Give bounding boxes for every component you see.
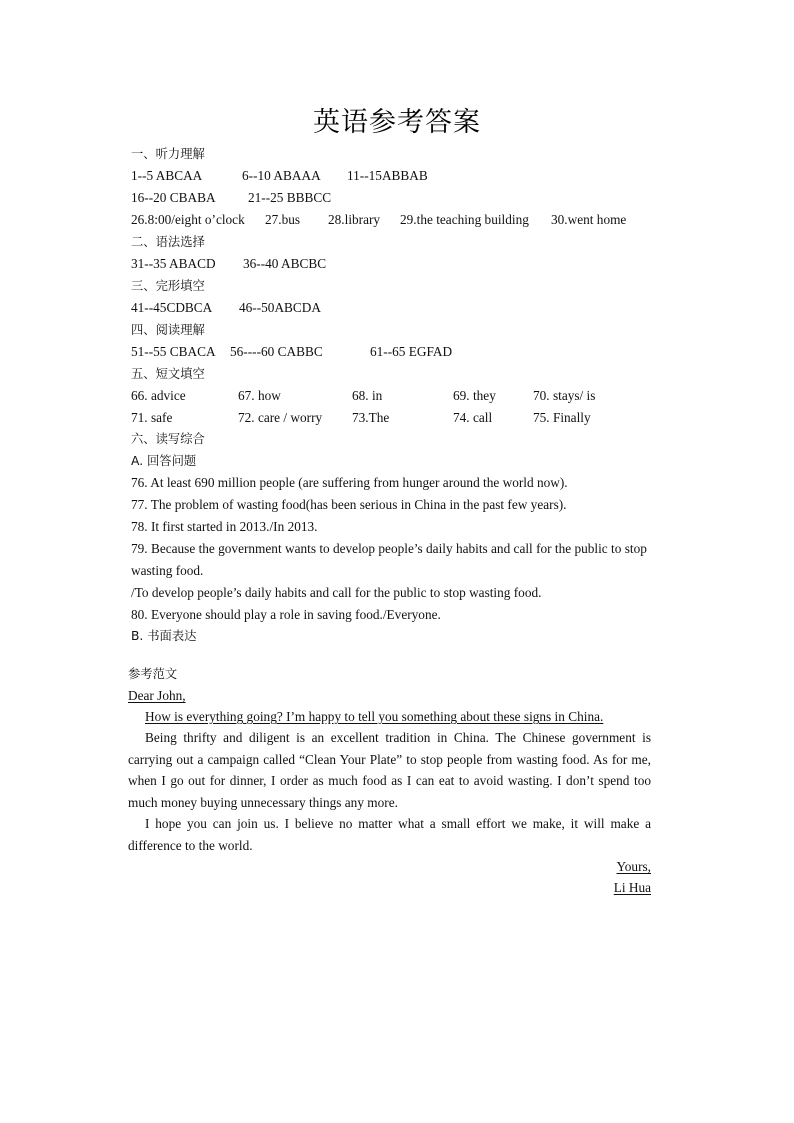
answer-item: 69. they: [453, 388, 496, 403]
section-heading-reading-writing: 六、读写综合: [131, 432, 205, 446]
answer-item: 74. call: [453, 410, 493, 425]
letter-paragraph-1: Being thrifty and diligent is an excellent tradition in China. The Chinese government is carrying out a campaign called “Clean Your Plate” to stop people from wasting food. As for me, when I go out for dinner, I order as much food as I can eat to avoid wasting. I don’t spend too much money buying unnecessary things any more.: [128, 730, 651, 810]
answer-row: [131, 388, 651, 404]
answer-item: 66. advice: [131, 388, 186, 403]
letter-closing: Yours,: [616, 859, 651, 874]
answer-item: 71. safe: [131, 410, 173, 425]
section-heading-fill-in: 五、短文填空: [131, 367, 205, 381]
page-title: 英语参考答案: [313, 107, 481, 138]
answer-group: 1--5 ABCAA: [131, 168, 203, 183]
answer-row: [131, 256, 651, 272]
answer-79: 79. Because the government wants to develop people’s daily habits and call for the public to stop: [131, 541, 647, 556]
section-heading-listening: 一、听力理解: [131, 147, 205, 161]
answer-group: 29.the teaching building: [400, 212, 529, 227]
answer-row: [131, 300, 651, 316]
answer-group: 11--15ABBAB: [347, 168, 428, 183]
part-a-heading: A. 回答问题: [131, 454, 197, 468]
answer-77: 77. The problem of wasting food(has been serious in China in the past few years).: [131, 497, 567, 512]
answer-group: 16--20 CBABA: [131, 190, 216, 205]
answer-item: 67. how: [238, 388, 281, 403]
answer-group: 56----60 CABBC: [230, 344, 323, 359]
answer-row: [131, 168, 651, 184]
answer-row: [131, 344, 651, 360]
answer-group: 6--10 ABAAA: [242, 168, 321, 183]
answer-row: [131, 212, 651, 228]
letter-signature: Li Hua: [613, 880, 651, 895]
letter-opening: How is everything going? I’m happy to tell you something about these signs in China.: [145, 709, 604, 724]
letter-paragraph-2: I hope you can join us. I believe no matter what a small effort we make, it will make a difference to the world.: [128, 816, 651, 853]
answer-group: 28.library: [328, 212, 381, 227]
answer-group: 61--65 EGFAD: [370, 344, 453, 359]
answer-row: [131, 410, 651, 426]
answer-group: 26.8:00/eight o’clock: [131, 212, 245, 227]
answer-item: 75. Finally: [533, 410, 591, 425]
part-b-heading: B. 书面表达: [131, 629, 197, 643]
answer-group: 30.went home: [551, 212, 627, 227]
answer-row: [131, 190, 651, 206]
answer-group: 27.bus: [265, 212, 301, 227]
section-heading-grammar: 二、语法选择: [131, 235, 205, 249]
section-heading-reading: 四、阅读理解: [131, 323, 205, 337]
answer-item: 68. in: [352, 388, 383, 403]
answer-item: 73.The: [352, 410, 390, 425]
letter-greeting: Dear John,: [128, 688, 186, 703]
answer-group: 36--40 ABCBC: [243, 256, 327, 271]
answer-76: 76. At least 690 million people (are suffering from hunger around the world now).: [131, 475, 568, 490]
answer-item: 72. care / worry: [238, 410, 323, 425]
sample-essay-heading: 参考范文: [128, 667, 178, 681]
answer-group: 41--45CDBCA: [131, 300, 213, 315]
answer-item: 70. stays/ is: [533, 388, 596, 403]
answer-80: 80. Everyone should play a role in saving food./Everyone.: [131, 607, 441, 622]
answer-group: 31--35 ABACD: [131, 256, 216, 271]
answer-group: 51--55 CBACA: [131, 344, 216, 359]
answer-79-continued: wasting food.: [131, 563, 204, 578]
answer-78: 78. It first started in 2013./In 2013.: [131, 519, 318, 534]
answer-group: 21--25 BBBCC: [248, 190, 332, 205]
answer-79-alternative: /To develop people’s daily habits and call for the public to stop wasting food.: [131, 585, 542, 600]
section-heading-cloze: 三、完形填空: [131, 279, 205, 293]
answer-group: 46--50ABCDA: [239, 300, 321, 315]
